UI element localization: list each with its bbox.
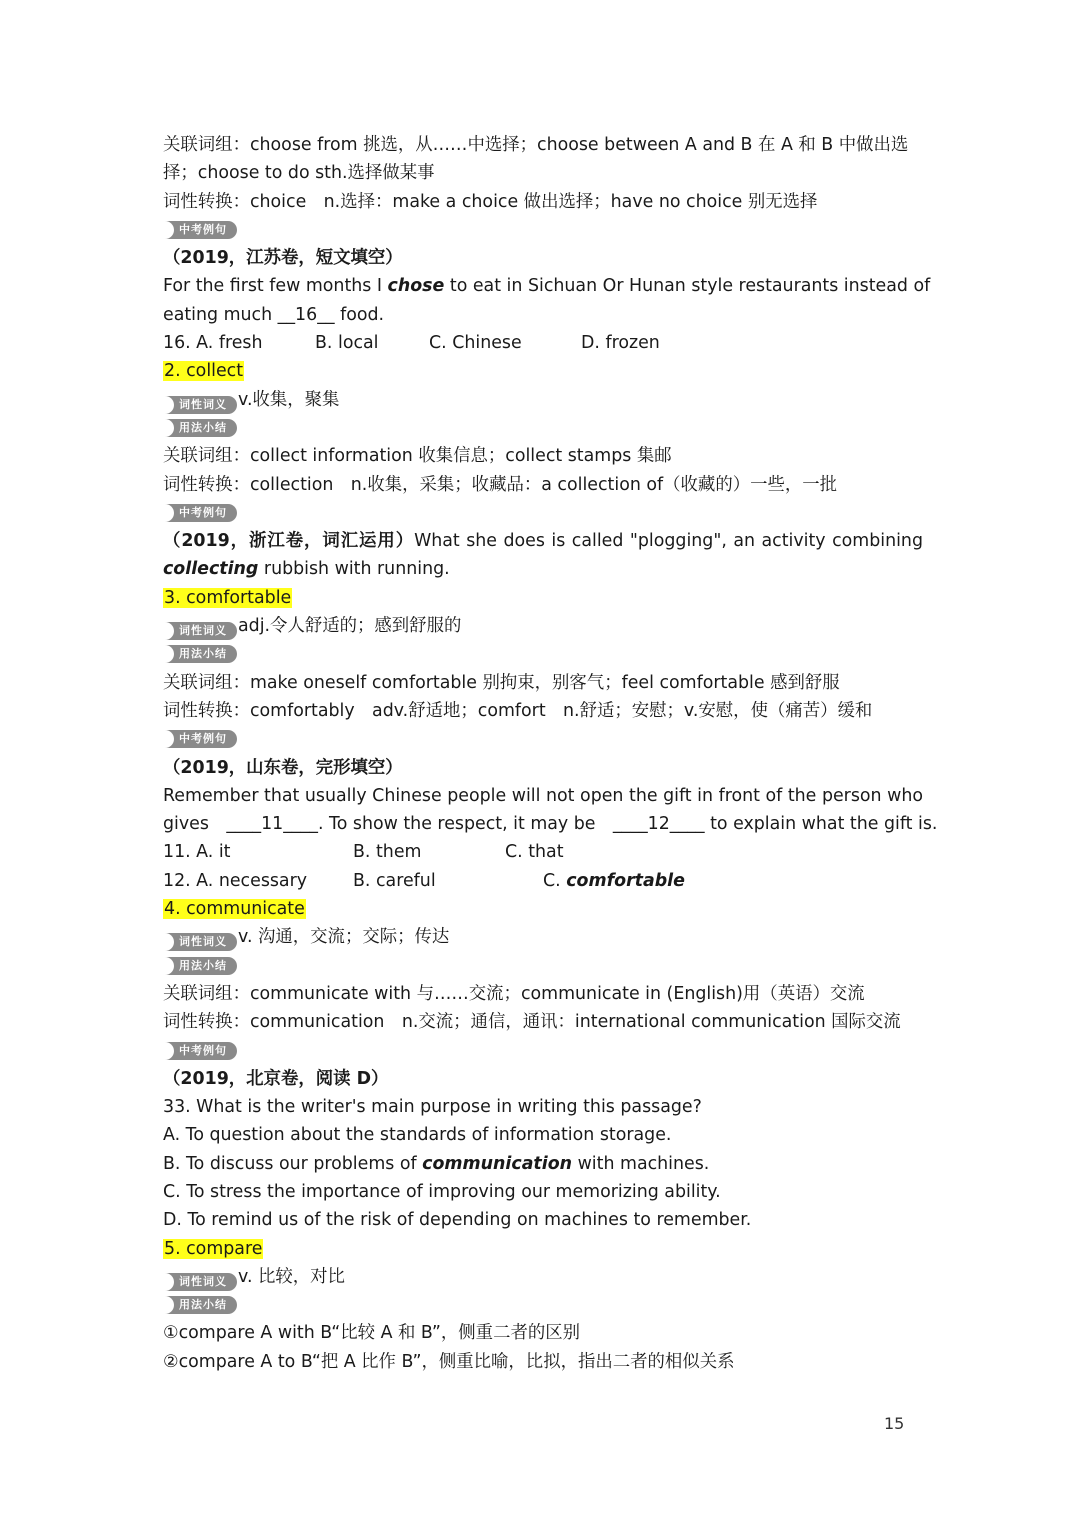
option: C. that — [505, 842, 564, 863]
word-heading: 2. collect — [164, 361, 244, 382]
choice-a: A. To question about the standards of information storage. — [163, 1125, 672, 1146]
choose-usage-line2: 择；choose to do sth.选择做某事 — [163, 163, 435, 184]
option: 11. A. it — [163, 842, 231, 863]
option: C. Chinese — [429, 333, 522, 354]
example-sentence-cont: collecting rubbish with running. — [163, 559, 450, 580]
example-label-icon: 中考例句 — [163, 730, 237, 748]
word-heading: 4. communicate — [164, 899, 305, 920]
page-content — [163, 131, 938, 1376]
meaning-label-icon: 词性词义 — [163, 396, 237, 414]
example-sentence: For the first few months I chose to eat in Sichuan Or Hunan style restaurants instead of — [163, 276, 931, 297]
meaning-row: 词性词义 v. 比较，对比 — [163, 1263, 923, 1291]
example-source: （2019，山东卷，完形填空） — [163, 757, 403, 778]
option: 16. A. fresh — [163, 333, 263, 354]
keyword: chose — [387, 276, 445, 297]
example-sentence-cont: eating much __16__ food. — [163, 304, 385, 325]
meaning-row: 词性词义 v.收集，聚集 — [163, 386, 923, 414]
usage-line: 关联词组：make oneself comfortable 别拘束，别客气；feel comfortable 感到舒服 — [163, 672, 840, 693]
usage-line: 词性转换：collection n.收集，采集；收藏品：a collection of（收藏的）一些，一批 — [163, 474, 838, 495]
word-heading: 3. comfortable — [164, 587, 292, 608]
option: C. comfortable — [543, 870, 685, 891]
example-source: （2019，北京卷，阅读 D） — [163, 1068, 389, 1089]
example-source: （2019，浙江卷，词汇运用） — [163, 531, 415, 552]
keyword: comfortable — [566, 870, 685, 891]
example-sentence: （2019，浙江卷，词汇运用）What she does is called "plogging", an activity combining — [163, 531, 923, 552]
meaning-label-icon: 词性词义 — [163, 933, 237, 951]
usage-line: 关联词组：communicate with 与……交流；communicate in (English)用（英语）交流 — [163, 983, 865, 1004]
usage-line: 词性转换：communication n.交流；通信，通讯：international communication 国际交流 — [163, 1012, 901, 1033]
usage-label-icon: 用法小结 — [163, 645, 237, 663]
choice-c: C. To stress the importance of improving our memorizing ability. — [163, 1181, 721, 1202]
usage-point: ①compare A with B“比较 A 和 B”，侧重二者的区别 — [163, 1323, 581, 1344]
answer-options — [163, 838, 923, 866]
example-sentence-cont: gives ____11____. To show the respect, it may be ____12____ to explain what the gift is. — [163, 814, 938, 835]
keyword: collecting — [163, 559, 259, 580]
answer-options — [163, 867, 923, 895]
meaning-label-icon: 词性词义 — [163, 1273, 237, 1291]
choose-conversion: 词性转换：choice n.选择：make a choice 做出选择；have no choice 别无选择 — [163, 191, 818, 212]
example-label-icon: 中考例句 — [163, 1042, 237, 1060]
keyword: communication — [422, 1153, 573, 1174]
choice-d: D. To remind us of the risk of depending on machines to remember. — [163, 1210, 752, 1231]
option: B. careful — [353, 870, 436, 891]
usage-label-icon: 用法小结 — [163, 957, 237, 975]
example-sentence: Remember that usually Chinese people will not open the gift in front of the person who — [163, 785, 923, 806]
option: 12. A. necessary — [163, 870, 308, 891]
usage-point: ②compare A to B“把 A 比作 B”，侧重比喻，比拟，指出二者的相似关系 — [163, 1351, 735, 1372]
example-label-icon: 中考例句 — [163, 504, 237, 522]
meaning-row: 词性词义 v. 沟通，交流；交际；传达 — [163, 923, 923, 951]
meaning-row: 词性词义 adj.令人舒适的；感到舒服的 — [163, 612, 923, 640]
meaning-label-icon: 词性词义 — [163, 622, 237, 640]
usage-line: 词性转换：comfortably adv.舒适地；comfort n.舒适；安慰；v.安慰，使（痛苦）缓和 — [163, 700, 873, 721]
option: B. local — [315, 333, 379, 354]
example-source: （2019，江苏卷，短文填空） — [163, 248, 403, 269]
answer-options — [163, 329, 923, 357]
page-number: 15 — [884, 1414, 905, 1433]
question: 33. What is the writer's main purpose in writing this passage? — [163, 1097, 702, 1118]
option: D. frozen — [581, 333, 660, 354]
choice-b: B. To discuss our problems of communication with machines. — [163, 1153, 710, 1174]
usage-label-icon: 用法小结 — [163, 419, 237, 437]
usage-label-icon: 用法小结 — [163, 1296, 237, 1314]
choose-usage-line1: 关联词组：choose from 挑选，从……中选择；choose between A and B 在 A 和 B 中做出选 — [163, 135, 909, 155]
usage-line: 关联词组：collect information 收集信息；collect stamps 集邮 — [163, 446, 672, 467]
example-label-icon: 中考例句 — [163, 221, 237, 239]
option: B. them — [353, 842, 422, 863]
word-heading: 5. compare — [164, 1238, 263, 1259]
